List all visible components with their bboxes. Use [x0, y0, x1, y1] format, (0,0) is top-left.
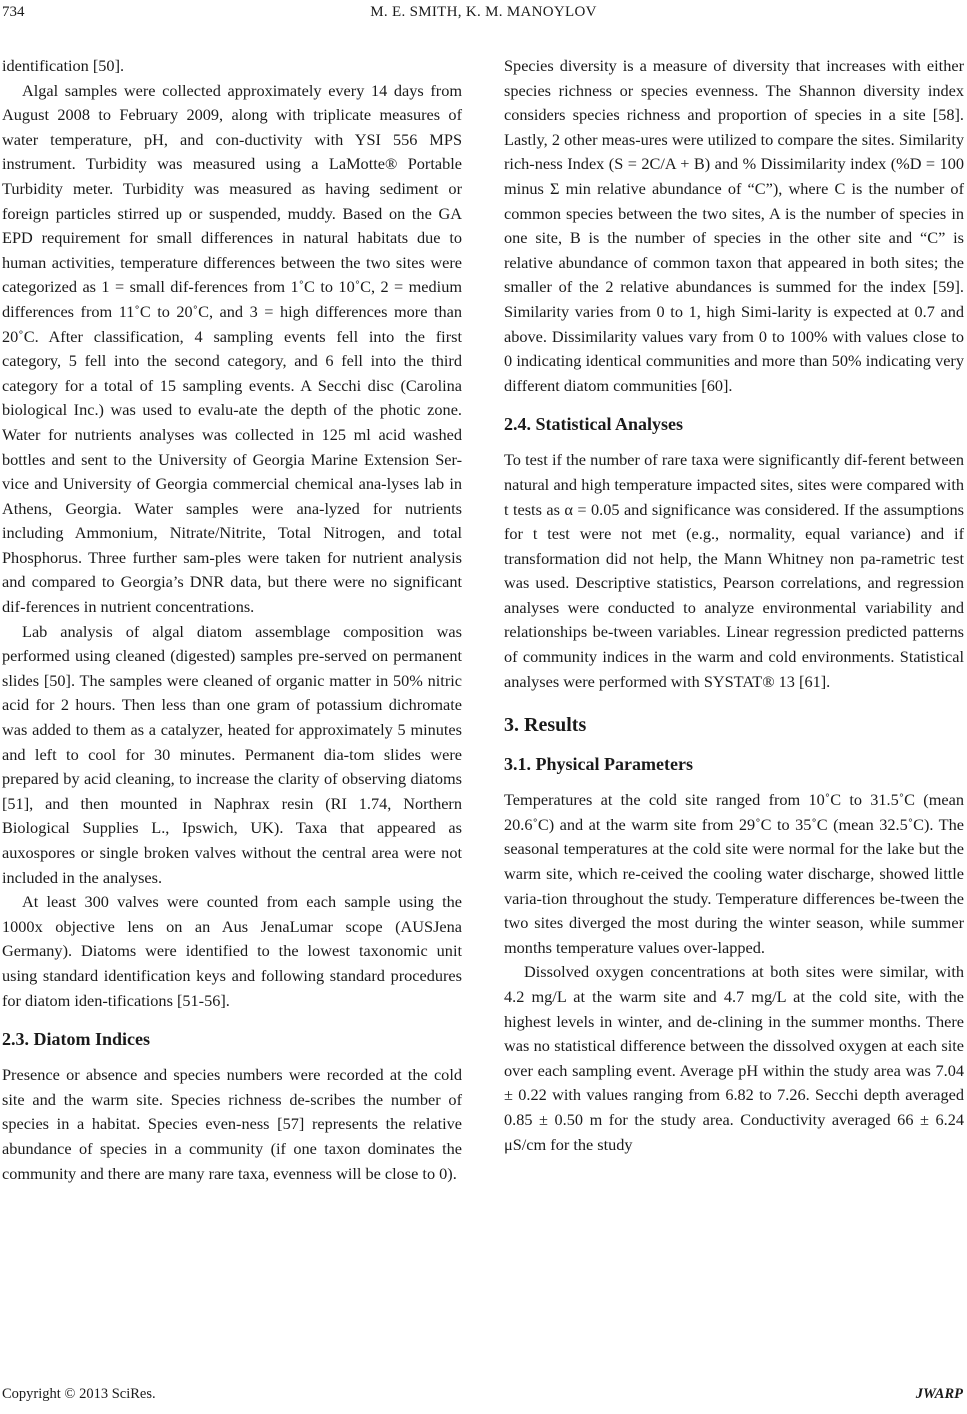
- left-column: [2, 54, 462, 1186]
- paragraph: Presence or absence and species numbers were recorded at the cold site and the warm site. Species richness de-scribes the number of species in a habitat. Species even-ness [57] represents the relative abundance of species in a community (if one taxon dominates the community and there are many rare taxa, evenness will be close to 0).: [2, 1065, 462, 1183]
- paragraph: Species diversity is a measure of diversity that increases with either species richness or species evenness. The Shannon diversity index considers species richness and proportion of species in a site [58]. Lastly, 2 other meas-ures were utilized to compare the sites. Similarity rich-ness Index (S = 2C/A + B) and % Dissimilarity index (%D = 100 minus Σ min relative abundance of “C”), where C is the number of common species between the two sites, A is the number of species in one site, B is the number of species in the other site and “C” is relative abundance of common taxon that appeared in both sites; the smaller of the 2 relative abundances is summed for the index [59]. Similarity varies from 0 to 1, high Simi-larity is expected at 0.7 and above. Dissimilarity values vary from 0 to 100% with values close to 0 indicating identical communities and more than 50% indicating very different diatom communities [60].: [504, 56, 964, 395]
- page-number: 734: [2, 4, 25, 20]
- paragraph: identification [50].: [2, 56, 125, 75]
- right-column: [504, 54, 964, 1157]
- section-heading-statistical-analyses: 2.4. Statistical Analyses: [504, 414, 684, 435]
- section-heading-diatom-indices: 2.3. Diatom Indices: [2, 1029, 150, 1050]
- paragraph: To test if the number of rare taxa were significantly dif-ferent between natural and high temperature impacted sites, sites were compared with t tests as α = 0.05 and significance was considered. If the assumptions for t test were not met (e.g., normality, equal variance) and if transformation did not help, the Mann Whitney non pa-rametric test was used. Descriptive statistics, Pearson correlations, and regression analyses were conducted to analyze environmental variability and relationships be-tween variables. Linear regression predicted patterns of community indices in the warm and cold environments. Statistical analyses were performed with SYSTAT® 13 [61].: [504, 450, 964, 691]
- paragraph: Dissolved oxygen concentrations at both sites were similar, with 4.2 mg/L at the warm site and 4.7 mg/L at the cold site, with the highest levels in winter, and de-clining in the summer months. There was no statistical difference between the dissolved oxygen at each site over each sampling event. Average pH within the study area was 7.04 ± 0.22 with values ranging from 6.82 to 7.26. Secchi depth averaged 0.85 ± 0.50 m for the study area. Conductivity averaged 66 ± 6.24 μS/cm for the study: [504, 962, 964, 1154]
- paragraph: Algal samples were collected approximately every 14 days from August 2008 to February 2009, along with triplicate measures of water temperature, pH, and con-ductivity with YSI 556 MPS instrument. Turbidity was measured using a LaMotte® Portable Turbidity meter. Turbidity was measured as having sediment or foreign particles stirred up or suspended, muddy. Based on the GA EPD requirement for small differences in natural habitats due to human activities, temperature differences between the two sites were categorized as 1 = small dif-ferences from 1˚C to 10˚C, 2 = medium differences from 11˚C to 20˚C, and 3 = high differences more than 20˚C. After classification, 4 sampling events fell into the first category, 5 fell into the second category, and 6 fell into the third category for a total of 15 sampling events. A Secchi disc (Carolina biological Inc.) was used to evalu-ate the depth of the photic zone. Water for nutrients analyses was collected in 125 ml acid washed bottles and sent to the University of Georgia Marine Extension Ser-vice and University of Georgia commercial chemical ana-lyses lab in Athens, Georgia. Water samples were ana-lyzed for nutrients including Ammonium, Nitrate/Nitrite, Total Nitrogen, and total Phosphorus. Three further sam-ples were taken for nutrient analysis and compared to Georgia’s DNR data, but there were no significant dif-ferences in nutrient concentrations.: [2, 80, 462, 617]
- journal-abbreviation: JWARP: [915, 1386, 963, 1402]
- copyright-notice: Copyright © 2013 SciRes.: [2, 1386, 156, 1402]
- paragraph: Lab analysis of algal diatom assemblage composition was performed using cleaned (digested) samples pre-served on permanent slides [50]. The samples were cleaned of organic matter in 50% nitric acid for 2 hours. Then less than one gram of potassium dichromate was added to them as a catalyzer, heated for approximately 5 minutes and left to cool for 30 minutes. Permanent dia-tom slides were prepared by acid cleaning, to increase the clarity of observing diatoms [51], and then mounted in Naphrax resin (RI 1.74, Northern Biological Supplies L., Ipswich, UK). Taxa that appeared as auxospores or single broken valves without the central area were not included in the analyses.: [2, 621, 462, 887]
- page-footer: [0, 1386, 967, 1408]
- section-heading-results: 3. Results: [504, 714, 587, 737]
- running-header: [0, 2, 967, 26]
- running-authors: M. E. SMITH, K. M. MANOYLOV: [370, 4, 597, 20]
- paragraph: Temperatures at the cold site ranged from 10˚C to 31.5˚C (mean 20.6˚C) and at the warm site from 29˚C to 35˚C (mean 32.5˚C). The seasonal temperatures at the cold site were normal for the lake but the warm site, which re-ceived the cooling water discharge, showed little varia-tion throughout the study. Temperature differences be-tween the two sites diverged the most during the winter season, while summer months temperature values over-lapped.: [504, 790, 964, 957]
- paragraph: At least 300 valves were counted from each sample using the 1000x objective lens on an Aus JenaLumar scope (AUSJena Germany). Diatoms were identified to the lowest taxonomic unit using standard identification keys and following standard procedures for diatom iden-tifications [51-56].: [2, 892, 462, 1010]
- section-heading-physical-parameters: 3.1. Physical Parameters: [504, 754, 693, 775]
